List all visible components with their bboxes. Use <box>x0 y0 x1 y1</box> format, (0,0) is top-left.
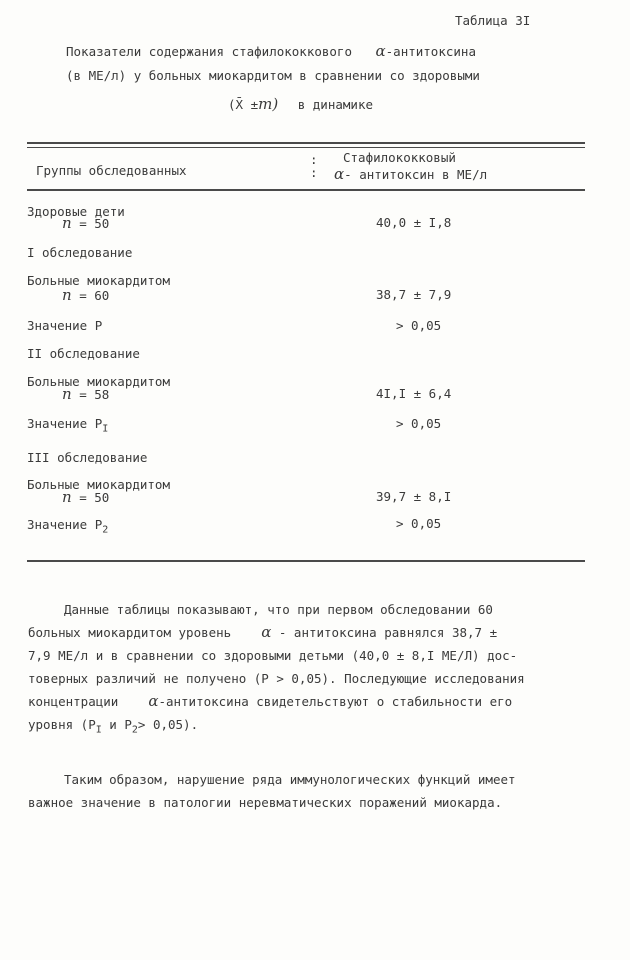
caption-text: Показатели содержания стафилококкового <box>66 44 352 59</box>
exam-2-heading: II обследование <box>27 346 140 361</box>
row-patients1-value: 38,7 ± 7,9 <box>376 287 452 302</box>
paragraph-line <box>28 690 588 713</box>
paragraph-line: важное значение в патологии неревматических поражений миокарда. <box>28 795 503 810</box>
paragraph-line: товерных различий не получено (P > 0,05). Последующие исследования <box>28 671 525 686</box>
row-patients1-label: Больные миокардитом <box>27 273 170 288</box>
row-patients2-n <box>62 385 109 403</box>
paragraph-text: > 0,05). <box>137 717 199 732</box>
paragraph-2 <box>28 768 588 814</box>
row-patients2-label: Больные миокардитом <box>27 374 170 389</box>
n-value: = 60 <box>79 288 110 303</box>
n-symbol: n <box>62 385 72 403</box>
row-patients3-n <box>62 488 109 506</box>
paragraph-text: Данные таблицы показывают, что при первом обследовании 60 <box>64 602 493 617</box>
row-patients3-value: 39,7 ± 8,I <box>376 489 452 504</box>
paragraph-text: концентрации <box>28 694 119 709</box>
p-subscript: I <box>102 423 109 435</box>
alpha-symbol: α <box>334 165 345 183</box>
paragraph-line <box>28 768 588 791</box>
table-bottom-rule <box>27 560 585 562</box>
row-patients2-value: 4I,I ± 6,4 <box>376 386 452 401</box>
header-col2-text: - антитоксин в МЕ/л <box>344 167 488 182</box>
p-subscript: 2 <box>102 524 109 536</box>
caption-text: в динамике <box>297 97 373 112</box>
paragraph-line <box>28 621 588 644</box>
mean-symbol: (X̄ <box>228 97 244 112</box>
exam-1-heading: I обследование <box>27 245 133 260</box>
plus-minus: ± <box>250 97 259 112</box>
caption-text: -антитоксина <box>385 44 476 59</box>
paragraph-text: Таким образом, нарушение ряда иммунологических функций имеет <box>64 772 516 787</box>
n-value: = 58 <box>79 387 110 402</box>
row-p-value: > 0,05 <box>396 318 442 333</box>
paragraph-text: больных миокардитом уровень <box>28 625 232 640</box>
header-groups: Группы обследованных <box>36 163 187 178</box>
row-patients3-label: Больные миокардитом <box>27 477 170 492</box>
paragraph-text: уровня (P <box>28 717 96 732</box>
header-col2-line2 <box>334 165 487 183</box>
paragraph-text: и P <box>109 717 132 732</box>
row-p2-label <box>27 517 108 536</box>
paragraph-1 <box>28 598 588 742</box>
paragraph-text: -антитоксина свидетельствуют о стабильности его <box>158 694 513 709</box>
header-rule <box>27 189 585 191</box>
p-label-text: Значение P <box>27 517 103 532</box>
p-label-text: Значение P <box>27 416 103 431</box>
row-patients1-n <box>62 286 109 304</box>
alpha-symbol: α <box>375 42 386 60</box>
row-healthy-label: Здоровые дети <box>27 204 125 219</box>
n-value: = 50 <box>79 216 110 231</box>
row-p2-value: > 0,05 <box>396 516 442 531</box>
n-value: = 50 <box>79 490 110 505</box>
row-p-label: Значение P <box>27 318 103 333</box>
row-healthy-n <box>62 214 109 232</box>
p-subscript: 2 <box>131 724 138 736</box>
row-healthy-value: 40,0 ± I,8 <box>376 215 452 230</box>
paragraph-text: - антитоксина равнялся 38,7 ± <box>278 625 498 640</box>
table-number: Таблица 3I <box>455 13 531 28</box>
m-symbol: m) <box>258 95 279 113</box>
caption-line-3 <box>228 95 373 113</box>
caption-line-1 <box>66 42 476 60</box>
separator-colon: : <box>310 152 318 167</box>
exam-3-heading: III обследование <box>27 450 148 465</box>
paragraph-line: 7,9 МЕ/л и в сравнении со здоровыми детьми (40,0 ± 8,I МЕ/Л) дос- <box>28 648 518 663</box>
paragraph-line <box>28 713 588 742</box>
alpha-symbol: α <box>261 623 272 641</box>
p-subscript: I <box>95 724 102 736</box>
table-top-rule <box>27 142 585 144</box>
header-separator <box>310 153 318 179</box>
paragraph-line <box>28 598 588 621</box>
n-symbol: n <box>62 488 72 506</box>
alpha-symbol: α <box>148 692 159 710</box>
header-col2-line1: Стафилококковый <box>343 150 456 165</box>
row-p1-value: > 0,05 <box>396 416 442 431</box>
table-top-rule-thin <box>27 147 585 148</box>
row-p1-label <box>27 416 108 435</box>
caption-line-2: (в МЕ/л) у больных миокардитом в сравнении со здоровыми <box>66 68 480 83</box>
n-symbol: n <box>62 214 72 232</box>
n-symbol: n <box>62 286 72 304</box>
separator-colon: : <box>310 165 318 180</box>
